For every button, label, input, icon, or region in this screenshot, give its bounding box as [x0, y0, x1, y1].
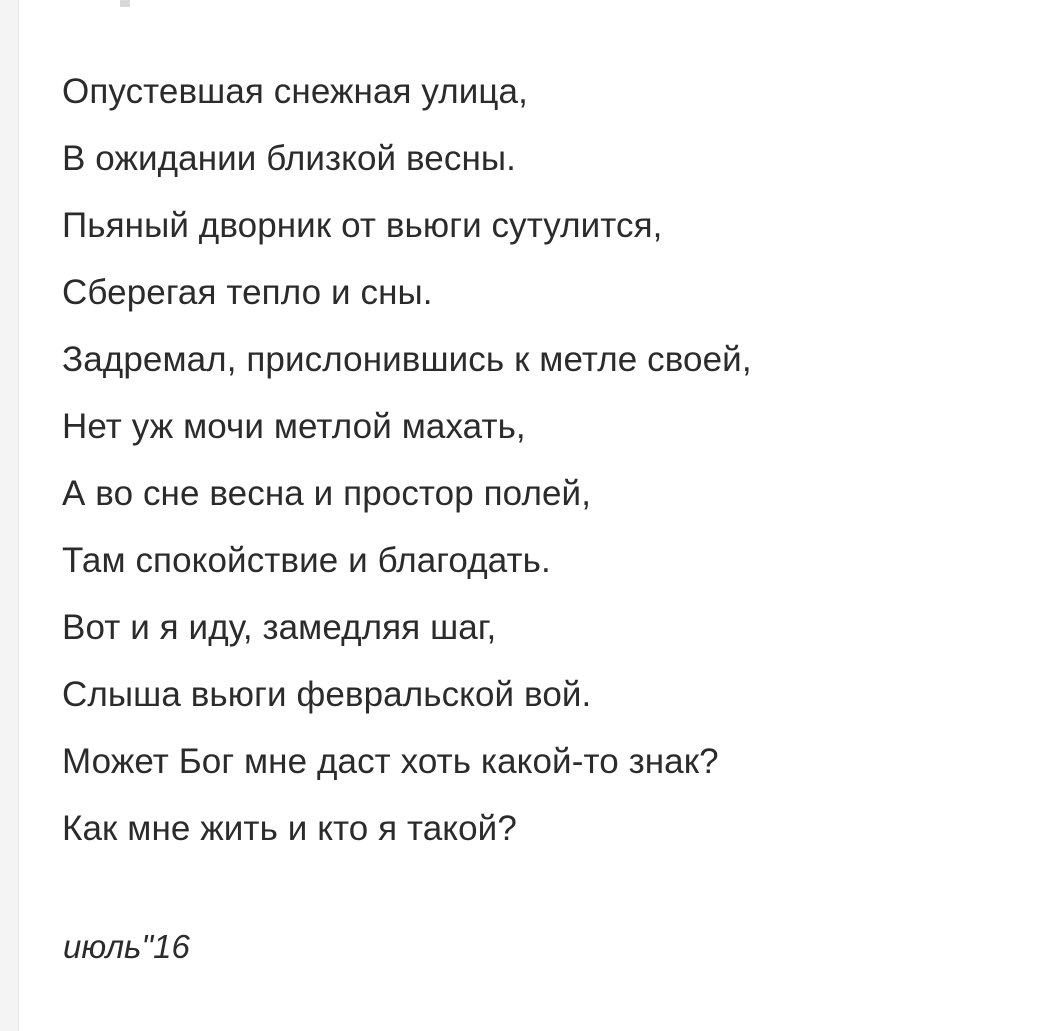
poem-signature: июль"16	[63, 928, 190, 965]
clipped-glyph-top	[120, 0, 130, 7]
poem-line: Нет уж мочи метлой махать,	[62, 407, 526, 446]
poem-line: Опустевшая снежная улица,	[62, 72, 528, 111]
poem-line: Пьяный дворник от вьюги сутулится,	[62, 206, 663, 245]
poem-line: Как мне жить и кто я такой?	[62, 809, 517, 848]
poem-body	[62, 58, 1022, 862]
left-gutter-divider	[18, 0, 19, 1031]
poem-line: Сберегая тепло и сны.	[62, 273, 433, 312]
poem-line: Там спокойствие и благодать.	[62, 541, 551, 580]
poem-line: Может Бог мне даст хоть какой-то знак?	[62, 742, 719, 781]
left-gutter-strip	[0, 0, 18, 1031]
poem-line: Вот и я иду, замедляя шаг,	[62, 608, 497, 647]
poem-line: Слыша вьюги февральской вой.	[62, 675, 592, 714]
poem-line: А во сне весна и простор полей,	[62, 474, 592, 513]
poem-line: В ожидании близкой весны.	[62, 139, 516, 178]
poem-line: Задремал, прислонившись к метле своей,	[62, 340, 752, 379]
